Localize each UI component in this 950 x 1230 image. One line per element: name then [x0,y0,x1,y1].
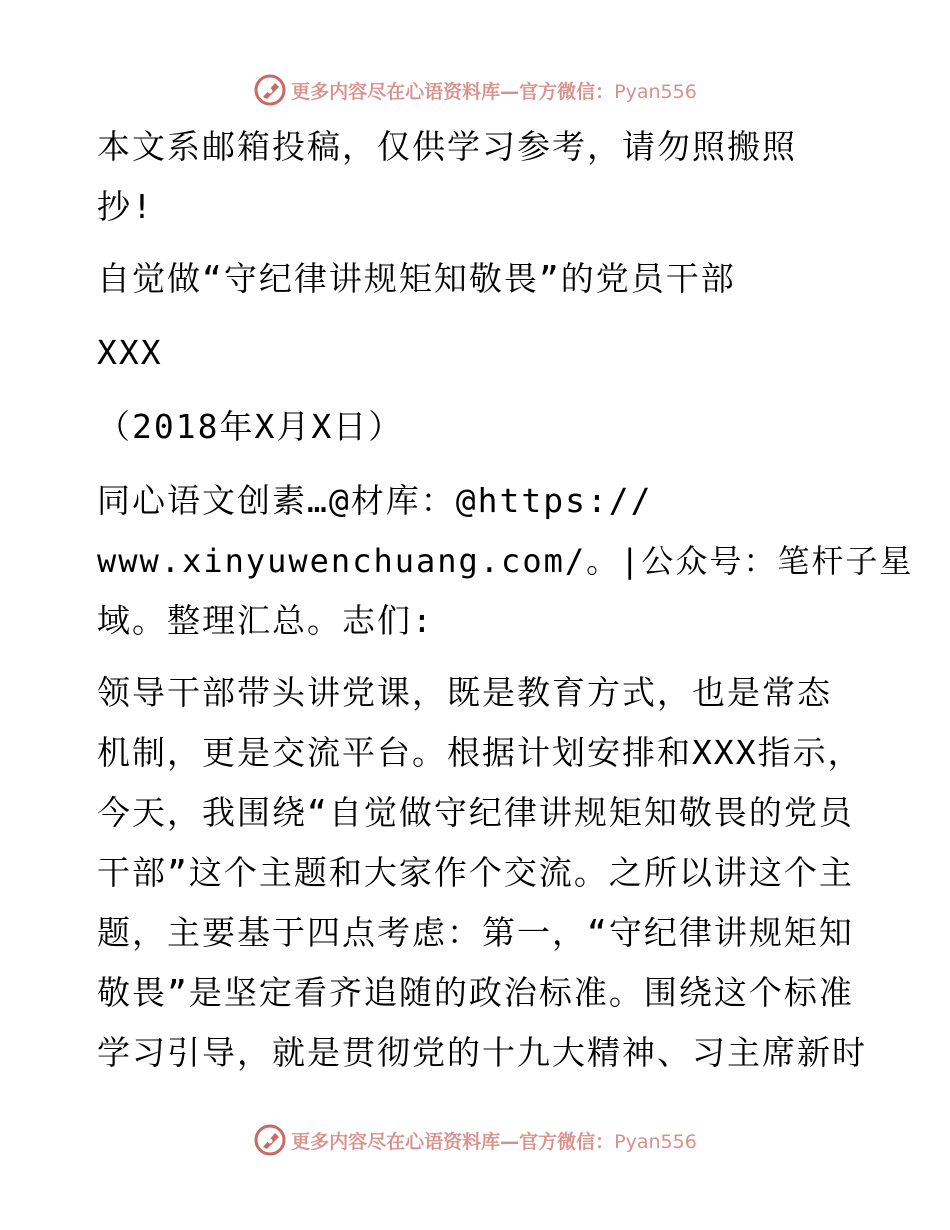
body-line: 同心语文创素…@材库：@https:// [97,481,653,520]
body-line: 机制，更是交流平台。根据计划安排和XXX指示， [97,733,863,772]
watermark-text [291,1127,697,1154]
body-line: 题，主要基于四点考虑：第一，“守纪律讲规矩知 [97,913,854,952]
body-line: 域。整理汇总。志们: [97,601,434,640]
body-line: 敬畏”是坚定看齐追随的政治标准。围绕这个标准 [97,973,854,1012]
footer-watermark [0,1120,950,1160]
article-date: （2018年X月X日） [97,407,404,446]
body-line: 抄! [97,187,154,226]
body-line: 本文系邮箱投稿，仅供学习参考，请勿照搬照 [97,127,797,166]
watermark-wechat-id: Pyan556 [614,1130,697,1153]
body-line: 今天，我围绕“自觉做守纪律讲规矩知敬畏的党员 [97,793,854,832]
article-title: 自觉做“守纪律讲规矩知敬畏”的党员干部 [97,259,736,298]
body-line: 干部”这个主题和大家作个交流。之所以讲这个主 [97,853,854,892]
watermark-brand: 更多内容尽在心语资料库—官方微信： [291,80,615,103]
body-line: www.xinyuwenchuang.com/。|公众号：笔杆子星 [97,542,914,580]
author-name: XXX [97,333,163,372]
body-line: 领导干部带头讲党课，既是教育方式，也是常态 [97,673,832,712]
pen-nib-logo-icon [253,1123,287,1157]
watermark-brand: 更多内容尽在心语资料库—官方微信： [291,1130,615,1153]
watermark-wechat-id: Pyan556 [614,80,697,103]
body-line: 学习引导，就是贯彻党的十九大精神、习主席新时 [97,1033,867,1072]
